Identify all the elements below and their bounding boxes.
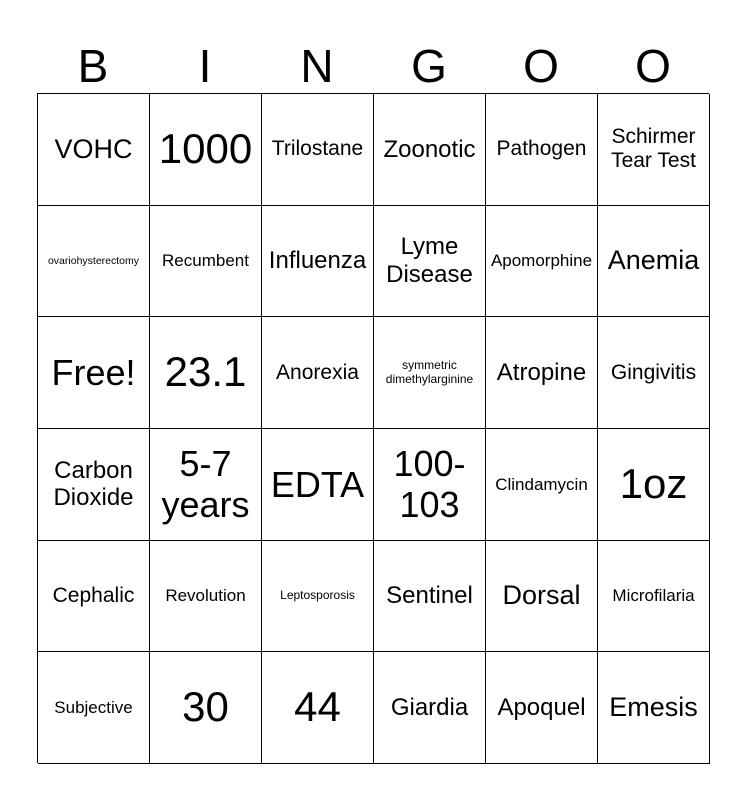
bingo-cell[interactable]: Revolution — [150, 541, 262, 653]
header-letter-g: G — [411, 40, 447, 92]
bingo-cell[interactable]: EDTA — [262, 429, 374, 541]
bingo-cell[interactable]: ovariohysterectomy — [38, 206, 150, 318]
header-letter-n: N — [300, 40, 334, 92]
bingo-cell[interactable]: 1oz — [598, 429, 710, 541]
bingo-cell[interactable]: Trilostane — [262, 94, 374, 206]
bingo-header — [37, 38, 709, 94]
bingo-cell[interactable]: Lyme Disease — [374, 206, 486, 318]
bingo-cell-free[interactable]: Free! — [38, 317, 150, 429]
bingo-cell[interactable]: Subjective — [38, 652, 150, 764]
bingo-cell[interactable]: Anorexia — [262, 317, 374, 429]
bingo-cell[interactable]: 23.1 — [150, 317, 262, 429]
bingo-cell[interactable]: symmetric dimethylarginine — [374, 317, 486, 429]
header-letter-b: B — [77, 40, 109, 92]
bingo-cell[interactable]: Recumbent — [150, 206, 262, 318]
bingo-cell[interactable]: Carbon Dioxide — [38, 429, 150, 541]
bingo-board — [37, 93, 709, 763]
bingo-cell[interactable]: Dorsal — [486, 541, 598, 653]
bingo-cell[interactable]: 1000 — [150, 94, 262, 206]
bingo-cell[interactable]: 30 — [150, 652, 262, 764]
bingo-cell[interactable]: Zoonotic — [374, 94, 486, 206]
bingo-cell[interactable]: Microfilaria — [598, 541, 710, 653]
bingo-cell[interactable]: Gingivitis — [598, 317, 710, 429]
bingo-cell[interactable]: Anemia — [598, 206, 710, 318]
header-letter-o-2: O — [635, 40, 671, 92]
header-letter-i: I — [198, 40, 212, 92]
bingo-cell[interactable]: Leptosporosis — [262, 541, 374, 653]
bingo-cell[interactable]: 100-103 — [374, 429, 486, 541]
bingo-cell[interactable]: Apomorphine — [486, 206, 598, 318]
bingo-cell[interactable]: Emesis — [598, 652, 710, 764]
bingo-cell[interactable]: Atropine — [486, 317, 598, 429]
bingo-cell[interactable]: Cephalic — [38, 541, 150, 653]
bingo-cell[interactable]: Pathogen — [486, 94, 598, 206]
bingo-cell[interactable]: Influenza — [262, 206, 374, 318]
bingo-cell[interactable]: Schirmer Tear Test — [598, 94, 710, 206]
header-letter-o: O — [523, 40, 559, 92]
bingo-cell[interactable]: Sentinel — [374, 541, 486, 653]
bingo-cell[interactable]: Apoquel — [486, 652, 598, 764]
bingo-cell[interactable]: 44 — [262, 652, 374, 764]
bingo-cell[interactable]: Clindamycin — [486, 429, 598, 541]
bingo-cell[interactable]: 5-7 years — [150, 429, 262, 541]
bingo-cell[interactable]: VOHC — [38, 94, 150, 206]
bingo-cell[interactable]: Giardia — [374, 652, 486, 764]
